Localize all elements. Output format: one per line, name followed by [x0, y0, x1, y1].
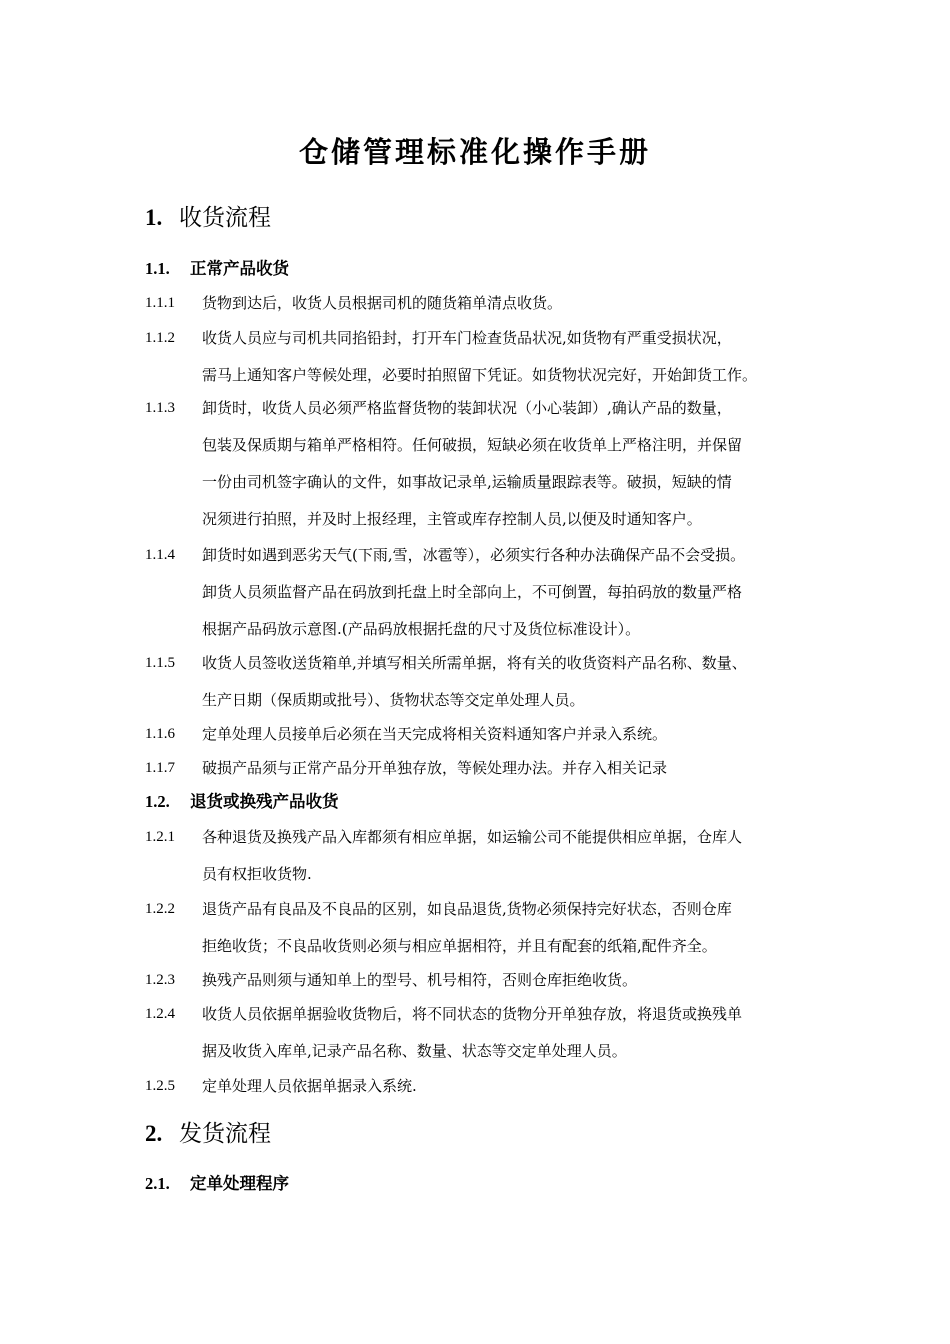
item-text: 生产日期（保质期或批号）、货物状态等交定单处理人员。: [202, 691, 585, 709]
item-text: 收货人员依据单据验收货物后，将不同状态的货物分开单独存放，将退货或换残单: [202, 1005, 743, 1023]
item-number: 1.2.5: [145, 1078, 175, 1094]
list-item: [145, 320, 825, 394]
item-text: 拒绝收货；不良品收货则必须与相应单据相符，并且有配套的纸箱,配件齐全。: [202, 937, 717, 955]
subsection-title: 定单处理程序: [190, 1174, 289, 1193]
list-item: [145, 537, 825, 648]
subsection-heading: [145, 257, 289, 281]
section-number: 2.: [145, 1121, 163, 1146]
subsection-title: 退货或换残产品收货: [190, 792, 339, 811]
item-number: 1.1.4: [145, 547, 175, 563]
item-text: 根据产品码放示意图.(产品码放根据托盘的尺寸及货位标准设计）。: [202, 620, 641, 638]
list-item: [145, 716, 825, 753]
list-item: [145, 819, 825, 893]
item-text: 收货人员签收送货箱单,并填写相关所需单据，将有关的收货资料产品名称、数量、: [202, 654, 747, 672]
item-text: 包装及保质期与箱单严格相符。任何破损，短缺必须在收货单上严格注明，并保留: [202, 436, 743, 454]
item-text: 员有权拒收货物.: [202, 865, 312, 883]
item-text: 卸货时，收货人员必须严格监督货物的装卸状况（小心装卸）,确认产品的数量，: [202, 399, 732, 417]
list-item: [145, 750, 825, 787]
list-item: [145, 891, 825, 965]
item-number: 1.1.5: [145, 655, 175, 671]
list-item: [145, 1068, 825, 1105]
list-item: [145, 645, 825, 719]
section-number: 1.: [145, 205, 163, 230]
section-heading: [145, 1118, 271, 1150]
item-text: 定单处理人员接单后必须在当天完成将相关资料通知客户并录入系统。: [202, 725, 668, 743]
item-number: 1.1.1: [145, 295, 175, 311]
item-text: 各种退货及换残产品入库都须有相应单据，如运输公司不能提供相应单据，仓库人: [202, 828, 743, 846]
subsection-number: 1.2.: [145, 792, 170, 811]
item-text: 需马上通知客户等候处理，必要时拍照留下凭证。如货物状况完好，开始卸货工作。: [202, 366, 758, 384]
item-text: 换残产品则须与通知单上的型号、机号相符，否则仓库拒绝收货。: [202, 971, 638, 989]
item-text: 退货产品有良品及不良品的区别，如良品退货,货物必须保持完好状态，否则仓库: [202, 900, 732, 918]
subsection-number: 2.1.: [145, 1174, 170, 1193]
item-number: 1.1.6: [145, 726, 175, 742]
item-text: 收货人员应与司机共同掐铅封，打开车门检查货品状况,如货物有严重受损状况，: [202, 329, 732, 347]
list-item: [145, 996, 825, 1070]
list-item: [145, 285, 825, 322]
item-number: 1.2.4: [145, 1006, 175, 1022]
section-title: 发货流程: [179, 1121, 271, 1147]
subsection-number: 1.1.: [145, 259, 170, 278]
item-text: 卸货时如遇到恶劣天气(下雨,雪，冰雹等），必须实行各种办法确保产品不会受损。: [202, 546, 746, 564]
item-text: 况须进行拍照，并及时上报经理，主管或库存控制人员,以便及时通知客户。: [202, 510, 702, 528]
item-number: 1.1.2: [145, 330, 175, 346]
item-text: 一份由司机签字确认的文件，如事故记录单,运输质量跟踪表等。破损，短缺的情: [202, 473, 732, 491]
item-text: 据及收货入库单,记录产品名称、数量、状态等交定单处理人员。: [202, 1042, 627, 1060]
item-number: 1.2.3: [145, 972, 175, 988]
subsection-title: 正常产品收货: [190, 259, 289, 278]
section-title: 收货流程: [179, 205, 271, 231]
item-number: 1.2.1: [145, 829, 175, 845]
document-title: 仓储管理标准化操作手册: [298, 135, 651, 169]
list-item: [145, 962, 825, 999]
list-item: [145, 390, 825, 538]
item-number: 1.1.3: [145, 400, 175, 416]
item-text: 破损产品须与正常产品分开单独存放，等候处理办法。并存入相关记录: [202, 759, 668, 777]
item-text: 卸货人员须监督产品在码放到托盘上时全部向上，不可倒置，每拍码放的数量严格: [202, 583, 743, 601]
subsection-heading: [145, 790, 339, 814]
section-heading: [145, 202, 271, 234]
item-text: 定单处理人员依据单据录入系统.: [202, 1077, 417, 1095]
item-number: 1.2.2: [145, 901, 175, 917]
item-text: 货物到达后，收货人员根据司机的随货箱单清点收货。: [202, 294, 563, 312]
subsection-heading: [145, 1172, 289, 1196]
item-number: 1.1.7: [145, 760, 175, 776]
